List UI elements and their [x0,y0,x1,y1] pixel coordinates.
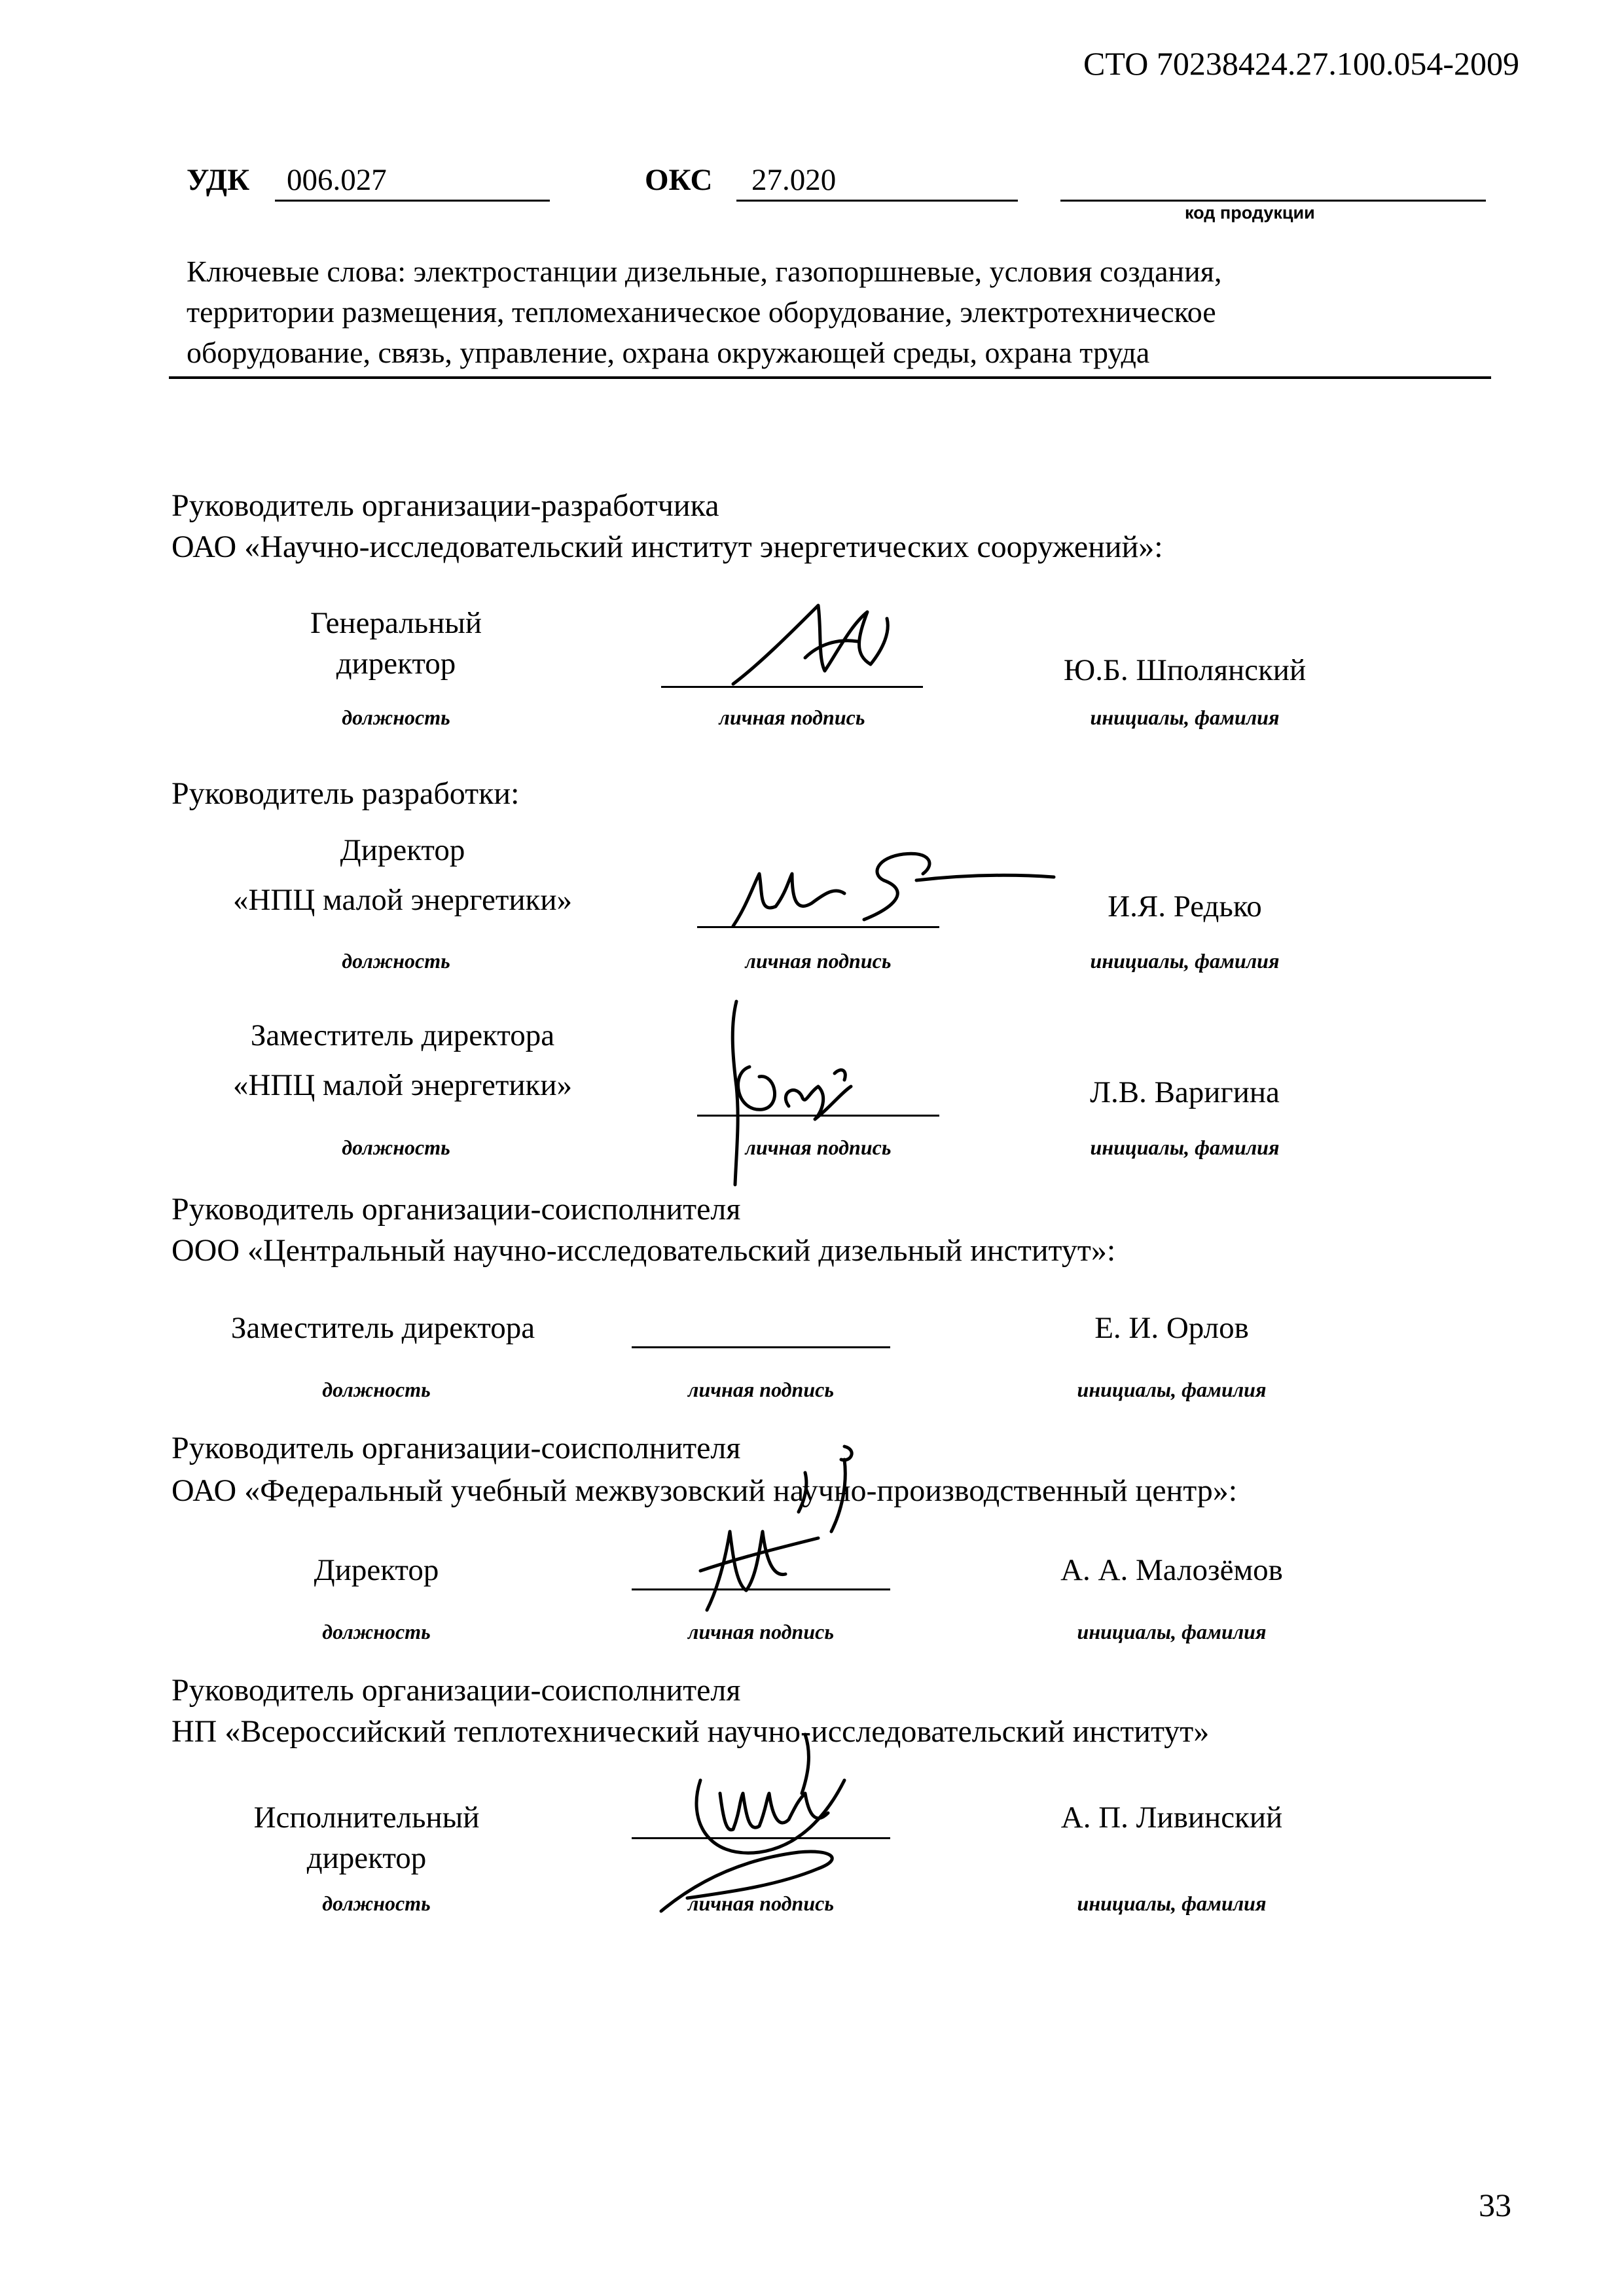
section-3-signature-image [710,988,880,1198]
keywords-line-1: Ключевые слова: электростанции дизельные, газопоршневые, условия создания, [187,255,1222,288]
section-4-position [190,1310,576,1346]
section-2-name: И.Я. Редько [1108,889,1262,924]
section-3-name: Л.В. Варигина [1090,1075,1280,1109]
keywords-line-3: оборудование, связь, управление, охрана окружающей среды, охрана труда [187,336,1150,369]
section-5-signature-image [648,1433,884,1630]
section-1-signature-caption: личная подпись [719,706,865,729]
section-6-position-line-1: Исполнительный [253,1801,480,1835]
section-6-name-caption: инициалы, фамилия [1077,1892,1267,1915]
section-4-name-caption: инициалы, фамилия [1077,1378,1267,1401]
section-2-signature-caption: личная подпись [745,949,892,973]
section-2-position-line-2: «НПЦ малой энергетики» [232,883,572,917]
document-code: СТО 70238424.27.100.054-2009 [1083,45,1519,82]
section-5-position [268,1552,484,1588]
section-3-position-line-2: «НПЦ малой энергетики» [232,1068,572,1102]
keywords-rule [169,376,1491,379]
section-2-position [209,833,596,918]
section-5-signature-caption: личная подпись [688,1620,834,1643]
section-1-organization: ОАО «Научно-исследовательский институт энергетических сооружений»: [171,529,1163,564]
section-2-position-line-1: Директор [340,833,465,867]
section-3-position-caption: должность [342,1136,450,1159]
section-5-position-line-1: Директор [314,1553,439,1587]
section-1-position-caption: должность [342,706,450,729]
section-4-name: Е. И. Орлов [1094,1311,1249,1345]
product-code-caption: код продукции [1185,203,1315,223]
section-1-position-line-2: директор [336,647,456,681]
section-3-position [209,1018,596,1103]
section-3-position-line-1: Заместитель директора [250,1018,555,1052]
section-6-signature-caption: личная подпись [688,1892,834,1915]
section-1-signature-image [707,592,903,697]
section-3-name-caption: инициалы, фамилия [1090,1136,1280,1159]
oks-label: ОКС [645,163,713,197]
oks-underline [736,200,1018,202]
page-number: 33 [1479,2187,1511,2223]
section-6-position-caption: должность [322,1892,431,1915]
section-3-signature-caption: личная подпись [745,1136,892,1159]
section-5-position-caption: должность [322,1620,431,1643]
section-5-organization: ОАО «Федеральный учебный межвузовский научно-производственный центр»: [171,1473,1238,1508]
udk-underline [275,200,550,202]
section-5-name-caption: инициалы, фамилия [1077,1620,1267,1643]
section-1-position-line-1: Генеральный [310,606,482,640]
product-code-underline [1060,200,1486,202]
section-5-heading: Руководитель организации-соисполнителя [171,1431,741,1465]
section-6-heading: Руководитель организации-соисполнителя [171,1673,741,1708]
section-6-organization: НП «Всероссийский теплотехнический научно-исследовательский институт» [171,1714,1210,1749]
keywords-line-2: территории размещения, тепломеханическое оборудование, электротехническое [187,295,1216,329]
section-1-name-caption: инициалы, фамилия [1090,706,1280,729]
section-4-position-line-1: Заместитель директора [230,1311,535,1345]
section-1-position [288,605,504,681]
section-6-position-line-2: директор [306,1841,427,1875]
udk-value: 006.027 [287,163,387,197]
section-5-name: А. А. Малозёмов [1060,1553,1283,1587]
section-2-position-caption: должность [342,949,450,973]
section-1-name: Ю.Б. Шполянский [1063,653,1307,687]
section-1-heading: Руководитель организации-разработчика [171,488,719,523]
oks-value: 27.020 [751,163,837,197]
section-2-name-caption: инициалы, фамилия [1090,949,1280,973]
section-4-heading: Руководитель организации-соисполнителя [171,1192,741,1227]
section-4-signature-line [632,1346,890,1348]
section-2-heading: Руководитель разработки: [171,776,520,811]
section-6-signature-image [648,1702,910,1924]
section-6-position [223,1800,511,1876]
udk-label: УДК [187,163,250,197]
section-6-name: А. П. Ливинский [1060,1801,1283,1835]
section-4-position-caption: должность [322,1378,431,1401]
section-4-organization: ООО «Центральный научно-исследовательский дизельный институт»: [171,1233,1116,1268]
section-4-signature-caption: личная подпись [688,1378,834,1401]
